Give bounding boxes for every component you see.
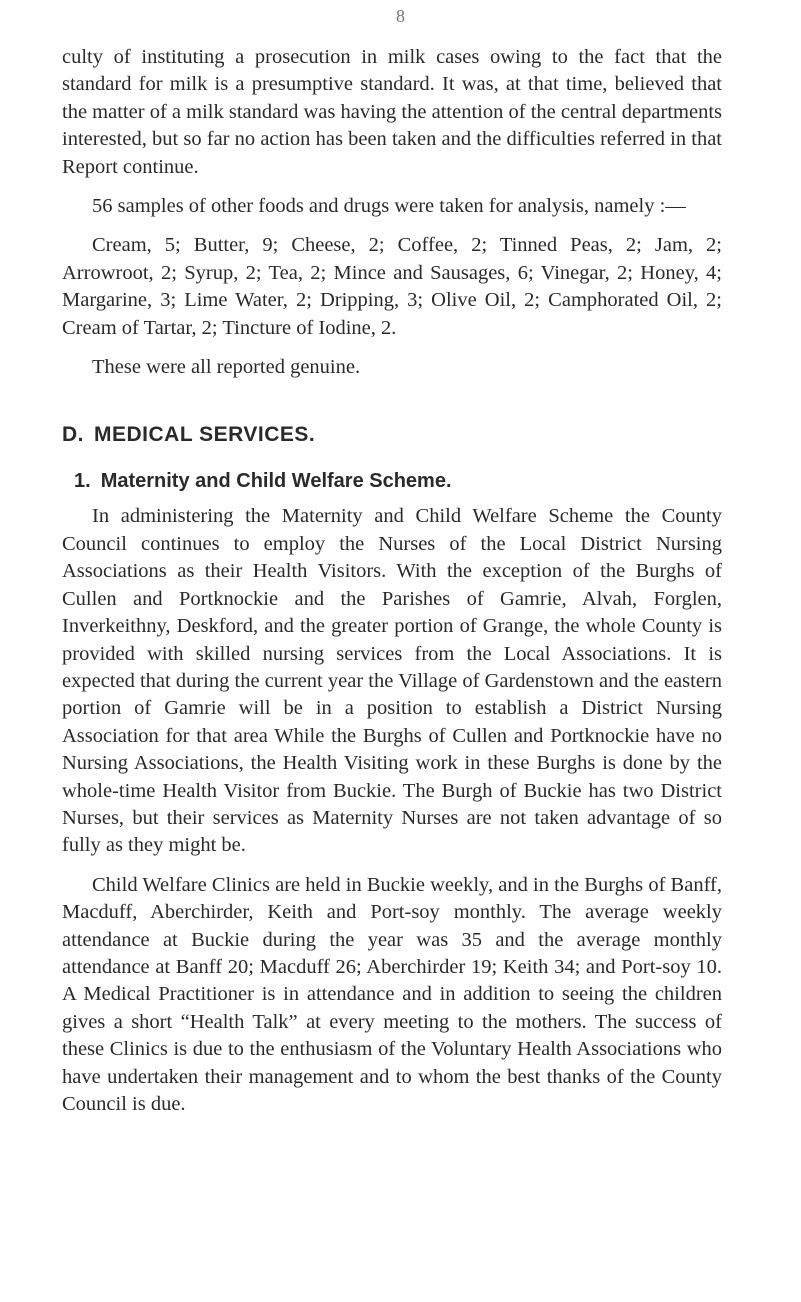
subsection-heading: [74, 467, 722, 495]
section-heading: [62, 421, 722, 449]
paragraph-maternity-scheme: In administering the Maternity and Child Welfare Scheme the County Council continues to employ the Nurses of the Local District Nursing Associations as their Health Visitors. With the exception of the Burghs of Cullen and Portknockie and the Parishes of Gamrie, Alvah, Forglen, Inverkeithny, Deskford, and the greater portion of Grange, the whole County is provided with skilled nursing services from the Local Associations. It is expected that during the current year the Village of Gardenstown and the eastern portion of Gamrie will be in a position to establish a District Nursing Association for that area While the Burghs of Cullen and Portknockie have no Nursing Associations, the Health Visiting work in these Burghs is done by the whole-time Health Visitor from Buckie. The Burgh of Buckie has two District Nurses, but their services as Maternity Nurses are not taken advantage of so fully as they might be.: [62, 505, 722, 857]
section-title: MEDICAL SERVICES.: [94, 423, 316, 447]
paragraph-samples-result: These were all reported genuine.: [92, 356, 361, 379]
document-body: [62, 44, 722, 1118]
subsection-number: 1.: [74, 470, 91, 493]
paragraph-samples-list: Cream, 5; Butter, 9; Cheese, 2; Coffee, 2; Tinned Peas, 2; Jam, 2; Arrowroot, 2; Syrup, 2; Tea, 2; Mince and Sausages, 6; Vinegar, 2; Honey, 4; Margarine, 3; Lime Water, 2; Dripping, 3; Olive Oil, 2; Camphorated Oil, 2; Cream of Tartar, 2; Tincture of Iodine, 2.: [62, 234, 722, 339]
page-number: 8: [396, 6, 405, 26]
paragraph-child-welfare-clinics: Child Welfare Clinics are held in Buckie weekly, and in the Burghs of Banff, Macduff, Aberchirder, Keith and Port-soy monthly. The average weekly attendance at Buckie during the year was 35 and the average monthly attendance at Banff 20; Macduff 26; Aberchirder 19; Keith 34; and Port-soy 10. A Medical Practitioner is in attendance and in addition to seeing the children gives a short “Health Talk” at every meeting to the mothers. The success of these Clinics is due to the enthusiasm of the Voluntary Health Associations who have undertaken their management and to whom the best thanks of the County Council is due.: [62, 873, 722, 1115]
section-letter: D.: [62, 423, 84, 447]
subsection-title: Maternity and Child Welfare Scheme.: [100, 470, 452, 493]
paragraph-samples-intro: 56 samples of other foods and drugs were taken for analysis, namely :—: [92, 195, 686, 218]
paragraph-milk-standard: culty of instituting a prosecution in milk cases owing to the fact that the standard for milk is a presumptive standard. It was, at that time, believed that the matter of a milk standard was having the attention of the central departments interested, but so far no action has been taken and the difficulties referred in that Report continue.: [62, 46, 722, 178]
